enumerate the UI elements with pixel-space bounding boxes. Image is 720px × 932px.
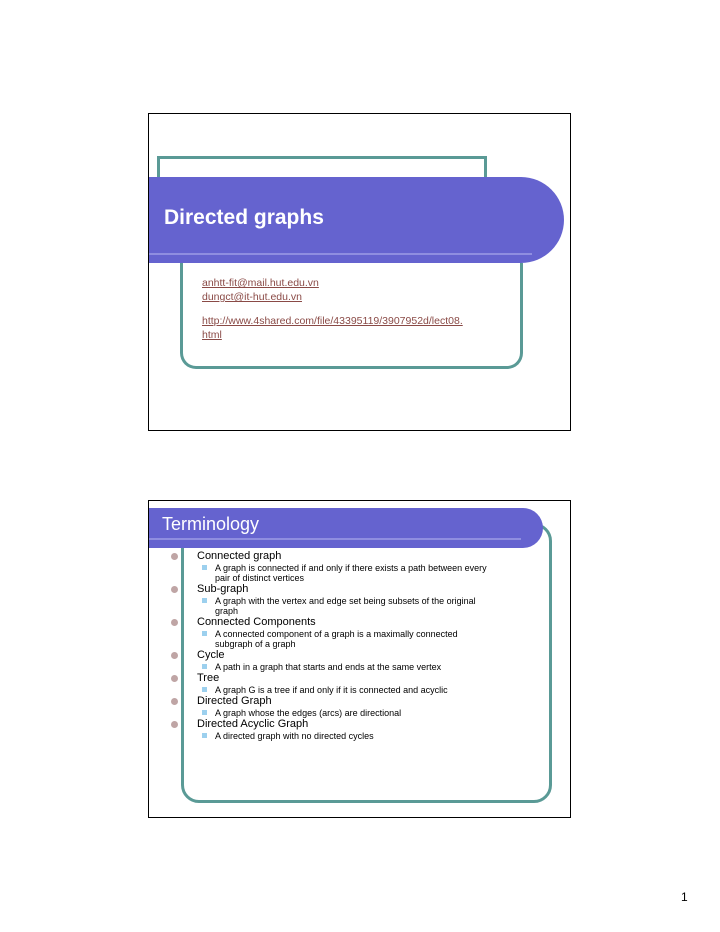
bullet-icon [171,698,178,705]
term-label: Cycle [197,649,225,661]
term-heading [167,649,542,662]
slide-terminology [148,500,571,818]
term-item [167,672,542,695]
term-description [167,596,542,616]
terminology-list [167,550,542,741]
term-label: Directed Graph [197,695,272,707]
description-line: A directed graph with no directed cycles [215,731,374,741]
page-number: 1 [681,890,688,904]
sub-bullet-icon [202,687,207,692]
sub-bullet-icon [202,598,207,603]
term-label: Directed Acyclic Graph [197,718,309,730]
description-line: A graph whose the edges (arcs) are directional [215,708,402,718]
slide-title-text: Directed graphs [164,206,324,229]
term-description [167,731,542,741]
term-heading [167,616,542,629]
term-item [167,550,542,583]
sub-bullet-icon [202,733,207,738]
email-link-2[interactable]: dungct@it-hut.edu.vn [202,291,302,303]
term-heading [167,583,542,596]
slide-title [148,113,571,431]
title-band-line [149,538,521,540]
term-label: Sub-graph [197,583,249,595]
term-description [167,708,542,718]
bullet-icon [171,721,178,728]
term-label: Connected graph [197,550,282,562]
term-label: Tree [197,672,220,684]
url-link-line-2: html [202,329,222,341]
term-description [167,685,542,695]
term-item [167,616,542,649]
description-line: A connected component of a graph is a maximally connected [215,629,458,639]
term-item [167,695,542,718]
sub-bullet-icon [202,565,207,570]
term-item [167,718,542,741]
title-band-line [149,253,532,255]
bullet-icon [171,586,178,593]
description-line: A graph is connected if and only if there exists a path between every [215,563,487,573]
bullet-icon [171,619,178,626]
term-item [167,583,542,616]
bullet-icon [171,675,178,682]
sub-bullet-icon [202,710,207,715]
description-line: pair of distinct vertices [215,573,305,583]
term-heading [167,550,542,563]
term-description [167,662,542,672]
description-line: subgraph of a graph [215,639,296,649]
description-line: A graph G is a tree if and only if it is connected and acyclic [215,685,448,695]
term-heading [167,695,542,708]
term-description [167,629,542,649]
description-line: A path in a graph that starts and ends at the same vertex [215,662,442,672]
bullet-icon [171,652,178,659]
sub-bullet-icon [202,664,207,669]
description-line: graph [215,606,239,616]
term-heading [167,718,542,731]
bullet-icon [171,553,178,560]
term-label: Connected Components [197,616,316,628]
term-heading [167,672,542,685]
term-item [167,649,542,672]
sub-bullet-icon [202,631,207,636]
contact-links [202,276,512,342]
email-link-1[interactable]: anhtt-fit@mail.hut.edu.vn [202,277,319,289]
url-link-line-1: http://www.4shared.com/file/43395119/3907952d/lect08. [202,315,463,327]
term-description [167,563,542,583]
url-link[interactable] [202,314,512,342]
description-line: A graph with the vertex and edge set being subsets of the original [215,596,476,606]
slide-title-text: Terminology [162,514,260,534]
